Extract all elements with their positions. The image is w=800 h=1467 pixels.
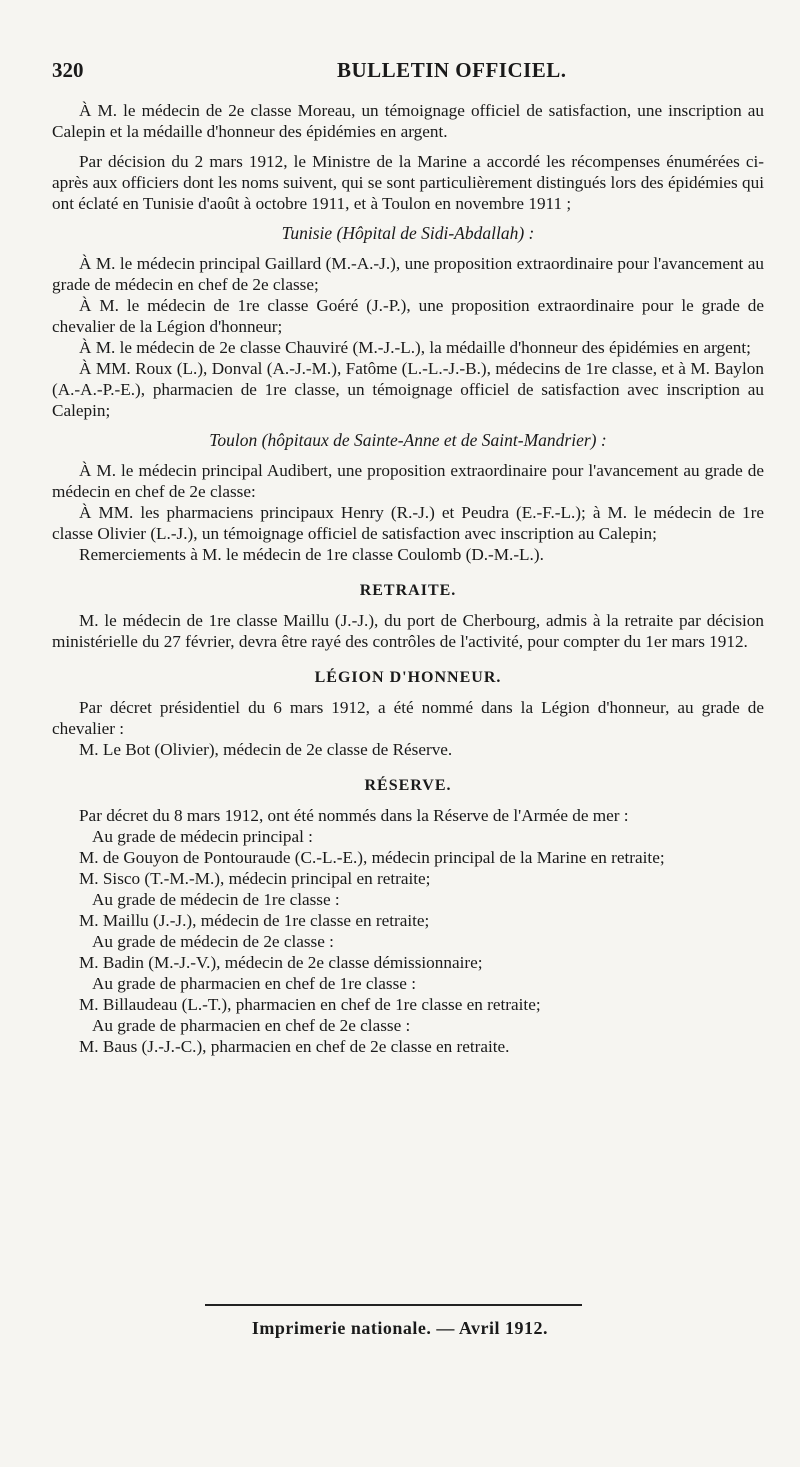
paragraph: À M. le médecin de 2e classe Moreau, un témoignage officiel de satisfaction, une inscription au Calepin et la médaille d'honneur des épidémies en argent. — [52, 101, 764, 141]
page-header — [52, 58, 752, 88]
subheading-tunisie: Tunisie (Hôpital de Sidi-Abdallah) : — [281, 223, 535, 243]
paragraph: M. le médecin de 1re classe Maillu (J.-J.), du port de Cherbourg, admis à la retraite par décision ministérielle du 27 février, devra être rayé des contrôles de l'activité, pour compter du 1er mars 1912. — [52, 611, 764, 651]
paragraph: À M. le médecin de 1re classe Goéré (J.-P.), une proposition extraordinaire pour le grade de chevalier de la Légion d'honneur; — [52, 296, 764, 336]
paragraph: À MM. les pharmaciens principaux Henry (R.-J.) et Peudra (E.-F.-L.); à M. le médecin de 1re classe Olivier (L.-J.), un témoignage officiel de satisfaction avec inscription au Calepin; — [52, 503, 764, 543]
document-body — [52, 100, 764, 1057]
subheading-toulon: Toulon (hôpitaux de Sainte-Anne et de Saint-Mandrier) : — [209, 430, 607, 450]
paragraph: Par décret du 8 mars 1912, ont été nommés dans la Réserve de l'Armée de mer : — [79, 806, 629, 825]
paragraph: À M. le médecin de 2e classe Chauviré (M.-J.-L.), la médaille d'honneur des épidémies en argent; — [79, 338, 751, 357]
paragraph: Par décision du 2 mars 1912, le Ministre de la Marine a accordé les récompenses énumérées ci-après aux officiers dont les noms suivent, qui se sont particulièrement distingués lors des épidémies qui ont éclaté en Tunisie d'août à octobre 1911, et à Toulon en novembre 1911 ; — [52, 152, 764, 213]
paragraph: À M. le médecin principal Gaillard (M.-A.-J.), une proposition extraordinaire pour l'avancement au grade de médecin en chef de 2e classe; — [52, 254, 764, 294]
section-heading-legion: LÉGION D'HONNEUR. — [314, 669, 502, 686]
paragraph: M. Maillu (J.-J.), médecin de 1re classe en retraite; — [79, 911, 430, 930]
paragraph: M. Sisco (T.-M.-M.), médecin principal en retraite; — [79, 869, 431, 888]
page-number: 320 — [52, 58, 84, 82]
footer-rule — [205, 1304, 582, 1306]
paragraph: À MM. Roux (L.), Donval (A.-J.-M.), Fatôme (L.-L.-J.-B.), médecins de 1re classe, et à M. Baylon (A.-A.-P.-E.), pharmacien de 1re classe, un témoignage officiel de satisfaction avec inscription au Calepin; — [52, 359, 764, 420]
section-heading-retraite: RETRAITE. — [359, 582, 457, 599]
paragraph: Remerciements à M. le médecin de 1re classe Coulomb (D.-M.-L.). — [79, 545, 544, 564]
paragraph: M. Billaudeau (L.-T.), pharmacien en chef de 1re classe en retraite; — [79, 995, 541, 1014]
section-heading-reserve: RÉSERVE. — [364, 777, 452, 794]
paragraph: M. Le Bot (Olivier), médecin de 2e classe de Réserve. — [79, 740, 453, 759]
paragraph: M. Badin (M.-J.-V.), médecin de 2e classe démissionnaire; — [79, 953, 483, 972]
paragraph: À M. le médecin principal Audibert, une proposition extraordinaire pour l'avancement au grade de médecin en chef de 2e classe: — [52, 461, 764, 501]
grade-heading: Au grade de pharmacien en chef de 2e classe : — [92, 1016, 411, 1035]
paragraph: M. de Gouyon de Pontouraude (C.-L.-E.), médecin principal de la Marine en retraite; — [79, 848, 665, 867]
grade-heading: Au grade de médecin de 2e classe : — [92, 932, 334, 951]
grade-heading: Au grade de pharmacien en chef de 1re classe : — [92, 974, 417, 993]
paragraph: Par décret présidentiel du 6 mars 1912, a été nommé dans la Légion d'honneur, au grade de chevalier : — [52, 698, 764, 738]
grade-heading: Au grade de médecin de 1re classe : — [92, 890, 340, 909]
paragraph: M. Baus (J.-J.-C.), pharmacien en chef de 2e classe en retraite. — [79, 1037, 510, 1056]
grade-heading: Au grade de médecin principal : — [92, 827, 313, 846]
footer-imprint: Imprimerie nationale. — Avril 1912. — [251, 1318, 549, 1338]
running-title: BULLETIN OFFICIEL. — [337, 58, 567, 82]
